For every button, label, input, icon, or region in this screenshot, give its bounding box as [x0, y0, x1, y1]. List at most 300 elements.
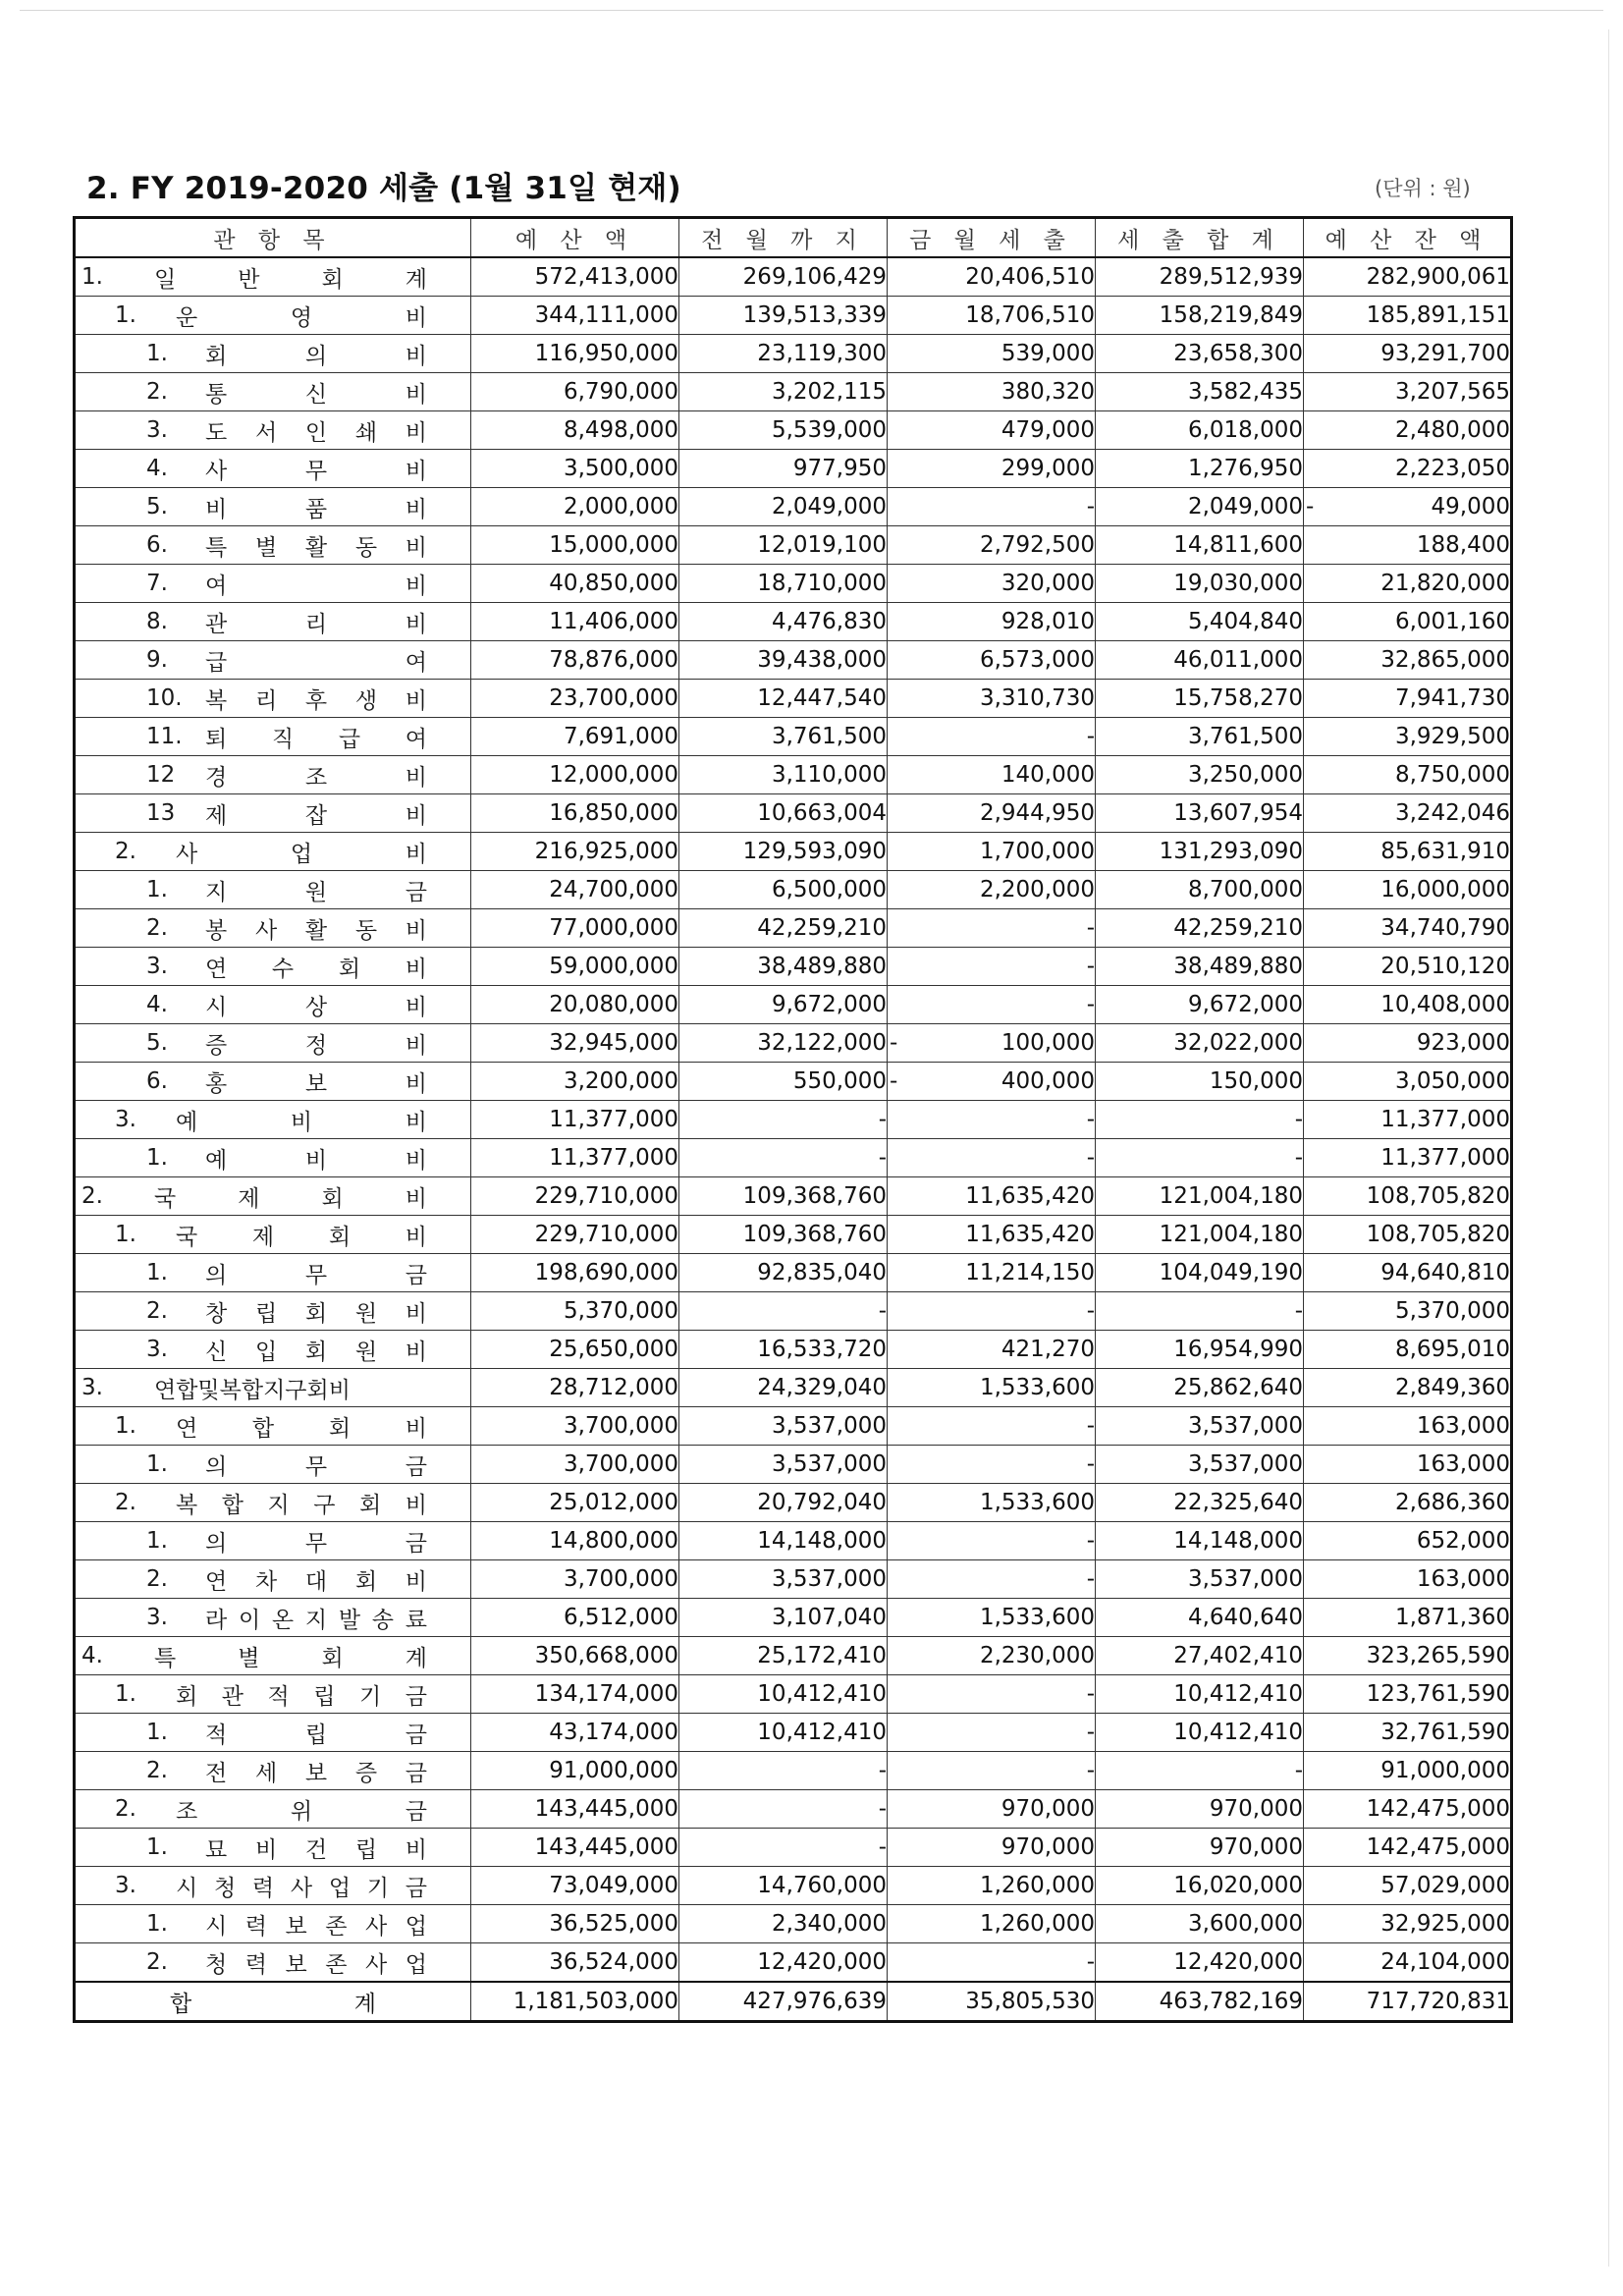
table-row [75, 1101, 1512, 1139]
label-char: 연 [176, 1415, 198, 1442]
label-char: 비 [405, 994, 427, 1020]
row-number: 8. [146, 609, 168, 634]
label-char: 비 [405, 1224, 427, 1250]
cell-value: - [1086, 992, 1095, 1017]
row-balance [1304, 1752, 1512, 1790]
row-category [75, 909, 471, 948]
cell-value: 229,710,000 [534, 1183, 678, 1209]
row-balance [1304, 1331, 1512, 1369]
cell-value: 2,000,000 [563, 494, 678, 519]
label-char: 존 [325, 1951, 348, 1978]
table-row [75, 1446, 1512, 1484]
row-balance [1304, 909, 1512, 948]
row-budget [471, 1829, 679, 1867]
label-char: 비 [205, 496, 228, 522]
label-char: 여 [405, 726, 427, 752]
row-budget [471, 411, 679, 450]
cell-value: 10,412,410 [1173, 1720, 1303, 1745]
cell-value: 344,111,000 [534, 302, 678, 328]
row-balance [1304, 1867, 1512, 1905]
label-char: 의 [205, 1530, 228, 1557]
table-row [75, 756, 1512, 794]
row-prev-month [679, 603, 888, 641]
label-char: 사 [176, 841, 198, 867]
row-prev-month [679, 1829, 888, 1867]
cell-value: 43,174,000 [549, 1720, 678, 1745]
cell-value: 185,891,151 [1366, 302, 1510, 328]
table-row [75, 1522, 1512, 1560]
header-this-month: 금 월 세 출 [888, 218, 1096, 258]
row-number: 1. [146, 341, 168, 366]
label-char: 비 [290, 1109, 313, 1135]
label-char: 봉 [205, 917, 228, 944]
cell-value: 928,010 [1001, 609, 1095, 634]
label-char: 비 [405, 1109, 427, 1135]
row-label [205, 644, 427, 677]
table-row [75, 411, 1512, 450]
cell-value: 652,000 [1416, 1528, 1510, 1554]
row-prev-month [679, 948, 888, 986]
row-category [75, 488, 471, 526]
row-category [75, 718, 471, 756]
row-budget [471, 297, 679, 335]
row-category [75, 1637, 471, 1675]
label-char: 립 [254, 1300, 278, 1327]
table-row [75, 1790, 1512, 1829]
cell-value: 1,276,950 [1187, 456, 1303, 481]
expenditure-table [73, 216, 1513, 2023]
row-total-spent [1096, 1446, 1304, 1484]
row-budget [471, 450, 679, 488]
label-char: 무 [304, 1262, 328, 1288]
label-char: 도 [205, 419, 228, 446]
table-row [75, 641, 1512, 680]
cell-value: 539,000 [1001, 341, 1095, 366]
row-budget [471, 1177, 679, 1216]
row-prev-month [679, 833, 888, 871]
label-char: 활 [304, 917, 328, 944]
cell-value: 3,200,000 [563, 1068, 678, 1094]
cell-value: 20,080,000 [549, 992, 678, 1017]
row-budget [471, 986, 679, 1024]
cell-value: 108,705,820 [1366, 1222, 1510, 1247]
cell-value: 78,876,000 [549, 647, 678, 673]
cell-value: 59,000,000 [549, 954, 678, 979]
cell-value: 350,668,000 [534, 1643, 678, 1668]
row-label [176, 300, 427, 332]
row-label [205, 1831, 427, 1864]
row-number: 2. [146, 915, 168, 941]
label-char: 비 [405, 611, 427, 637]
row-category [75, 565, 471, 603]
row-label [205, 1449, 427, 1481]
label-char: 비 [405, 573, 427, 599]
negative-sign: - [890, 1068, 898, 1094]
row-number: 2. [115, 839, 136, 864]
row-this-month [888, 1369, 1096, 1407]
row-total-spent [1096, 1522, 1304, 1560]
header-category: 관 항 목 [75, 218, 471, 258]
row-budget [471, 1675, 679, 1714]
cell-value: 134,174,000 [534, 1681, 678, 1707]
table-row [75, 565, 1512, 603]
cell-value: 970,000 [1001, 1796, 1095, 1822]
row-category [75, 871, 471, 909]
cell-value: 10,408,000 [1380, 992, 1510, 1017]
label-char: 비 [405, 687, 427, 714]
cell-value: 2,849,360 [1394, 1375, 1510, 1400]
row-balance [1304, 1254, 1512, 1292]
row-prev-month [679, 1484, 888, 1522]
cell-value: 12,420,000 [757, 1949, 887, 1975]
cell-value: 143,445,000 [534, 1834, 678, 1860]
cell-value: 3,537,000 [1187, 1566, 1303, 1592]
cell-value: 1,260,000 [979, 1911, 1095, 1937]
label-char: 원 [304, 879, 328, 905]
row-balance [1304, 641, 1512, 680]
cell-value: 42,259,210 [757, 915, 887, 941]
label-char: 회 [354, 1568, 378, 1595]
row-prev-month [679, 1024, 888, 1063]
row-total-spent [1096, 1790, 1304, 1829]
cell-value: 11,377,000 [549, 1107, 678, 1132]
row-category [75, 986, 471, 1024]
row-number: 9. [146, 647, 168, 673]
cell-value: 32,022,000 [1173, 1030, 1303, 1056]
cell-value: - [1086, 1145, 1095, 1171]
row-number: 5. [146, 494, 168, 519]
row-label [176, 1487, 427, 1519]
cell-value: 27,402,410 [1173, 1643, 1303, 1668]
row-category [75, 1254, 471, 1292]
row-balance [1304, 1101, 1512, 1139]
cell-value: 8,700,000 [1187, 877, 1303, 902]
label-char: 회 [205, 343, 228, 369]
row-balance [1304, 257, 1512, 297]
label-char: 비 [405, 496, 427, 522]
label-char: 금 [405, 1262, 427, 1288]
label-char: 금 [405, 1530, 427, 1557]
row-prev-month [679, 1905, 888, 1943]
label-char: 입 [254, 1339, 278, 1365]
cell-value: 9,672,000 [1187, 992, 1303, 1017]
cell-value: 10,412,410 [757, 1720, 887, 1745]
row-budget [471, 526, 679, 565]
cell-value: 46,011,000 [1173, 647, 1303, 673]
row-budget [471, 488, 679, 526]
row-balance [1304, 986, 1512, 1024]
row-total-spent [1096, 1484, 1304, 1522]
label-char: 신 [304, 381, 328, 408]
row-total-spent [1096, 1943, 1304, 1983]
cell-value: 3,537,000 [771, 1413, 887, 1439]
row-budget [471, 565, 679, 603]
row-number: 3. [146, 1605, 168, 1630]
row-category [75, 373, 471, 411]
label-char: 급 [205, 649, 228, 676]
label-char: 의 [205, 1453, 228, 1480]
row-total-spent [1096, 718, 1304, 756]
row-this-month [888, 1139, 1096, 1177]
cell-value: 269,106,429 [742, 264, 887, 290]
label-char: 조 [304, 764, 328, 791]
row-number: 1. [146, 1260, 168, 1285]
row-prev-month [679, 641, 888, 680]
cell-value: 91,000,000 [549, 1758, 678, 1783]
row-total-spent [1096, 450, 1304, 488]
label-char: 상 [304, 994, 328, 1020]
label-char: 경 [205, 764, 228, 791]
total-balance: 717,720,831 [1304, 1982, 1512, 2022]
label-char: 비 [405, 1300, 427, 1327]
cell-value: 289,512,939 [1159, 264, 1303, 290]
label-char: 국 [154, 1185, 177, 1212]
cell-value: 38,489,880 [1173, 954, 1303, 979]
label-char: 시 [176, 1875, 198, 1901]
label-char: 보 [285, 1951, 307, 1978]
table-row [75, 794, 1512, 833]
label-char: 이 [238, 1607, 261, 1633]
label-char: 복 [205, 687, 228, 714]
cell-value: 400,000 [1001, 1068, 1095, 1094]
label-char: 증 [205, 1032, 228, 1059]
cell-value: 2,944,950 [979, 800, 1095, 826]
table-row [75, 1331, 1512, 1369]
cell-value: 91,000,000 [1380, 1758, 1510, 1783]
row-category [75, 1139, 471, 1177]
row-budget [471, 257, 679, 297]
table-row [75, 1752, 1512, 1790]
label-char: 력 [244, 1951, 267, 1978]
row-number: 1. [146, 1451, 168, 1477]
label-char: 회 [359, 1492, 382, 1518]
label-char: 력 [251, 1875, 275, 1901]
row-label [205, 1525, 427, 1558]
row-label [154, 261, 427, 294]
row-budget [471, 794, 679, 833]
cell-value: 198,690,000 [534, 1260, 678, 1285]
cell-value: 6,573,000 [979, 647, 1095, 673]
row-budget [471, 1599, 679, 1637]
label-char: 사 [205, 458, 228, 484]
cell-value: 25,172,410 [757, 1643, 887, 1668]
cell-value: 131,293,090 [1159, 839, 1303, 864]
label-char: 비 [405, 1568, 427, 1595]
row-number: 6. [146, 532, 168, 558]
label-char: 립 [313, 1683, 336, 1710]
cell-value: 143,445,000 [534, 1796, 678, 1822]
row-balance [1304, 680, 1512, 718]
row-balance [1304, 488, 1512, 526]
total-label-char: 계 [353, 1991, 376, 2017]
label-char: 통 [205, 381, 228, 408]
row-balance [1304, 1446, 1512, 1484]
label-char: 청 [213, 1875, 237, 1901]
negative-sign: - [890, 1030, 898, 1056]
cell-value: 25,012,000 [549, 1490, 678, 1515]
row-budget [471, 718, 679, 756]
cell-value: 34,740,790 [1380, 915, 1510, 941]
row-total-spent [1096, 1369, 1304, 1407]
cell-value: 3,761,500 [771, 724, 887, 749]
row-balance [1304, 1560, 1512, 1599]
cell-value: 15,758,270 [1173, 685, 1303, 711]
row-category [75, 794, 471, 833]
cell-value: 2,480,000 [1394, 417, 1510, 443]
row-budget [471, 680, 679, 718]
label-char: 금 [405, 879, 427, 905]
label-char: 리 [254, 687, 278, 714]
label-char: 회 [321, 1645, 344, 1671]
row-balance [1304, 1522, 1512, 1560]
row-this-month [888, 756, 1096, 794]
label-char: 관 [205, 611, 228, 637]
cell-value: 2,686,360 [1394, 1490, 1510, 1515]
table-row [75, 1484, 1512, 1522]
row-number: 2. [146, 1758, 168, 1783]
row-prev-month [679, 1101, 888, 1139]
row-number: 1. [146, 1911, 168, 1937]
row-number: 1. [115, 1413, 136, 1439]
cell-value: 20,510,120 [1380, 954, 1510, 979]
cell-value: 320,000 [1001, 571, 1095, 596]
page-right-rule [1608, 29, 1609, 2267]
row-number: 10. [146, 685, 183, 711]
row-this-month [888, 641, 1096, 680]
table-row [75, 1675, 1512, 1714]
row-total-spent [1096, 1599, 1304, 1637]
label-char: 생 [354, 687, 378, 714]
cell-value: 7,691,000 [563, 724, 678, 749]
label-char: 업 [290, 841, 313, 867]
row-number: 13 [146, 800, 176, 826]
row-prev-month [679, 335, 888, 373]
label-char: 조 [176, 1798, 198, 1825]
label-char: 시 [205, 1913, 228, 1940]
row-balance [1304, 450, 1512, 488]
table-row [75, 948, 1512, 986]
row-this-month [888, 1637, 1096, 1675]
cell-value: 94,640,810 [1380, 1260, 1510, 1285]
cell-value: 39,438,000 [757, 647, 887, 673]
row-category [75, 680, 471, 718]
unit-note: (단위 : 원) [1375, 177, 1471, 200]
row-label [205, 721, 427, 753]
label-char: 특 [154, 1645, 177, 1671]
row-total-spent [1096, 794, 1304, 833]
row-this-month [888, 1101, 1096, 1139]
cell-value: 32,945,000 [549, 1030, 678, 1056]
row-this-month [888, 257, 1096, 297]
cell-value: 3,207,565 [1394, 379, 1510, 405]
row-budget [471, 1560, 679, 1599]
row-budget [471, 1369, 679, 1407]
row-label [205, 1946, 427, 1979]
row-budget [471, 1407, 679, 1446]
cell-value: 163,000 [1416, 1413, 1510, 1439]
page-top-rule [20, 10, 1603, 11]
row-label [205, 759, 427, 792]
row-label [205, 912, 427, 945]
row-prev-month [679, 1637, 888, 1675]
cell-value: 16,850,000 [549, 800, 678, 826]
cell-value: - [1086, 954, 1095, 979]
label-char: 정 [304, 1032, 328, 1059]
row-total-spent [1096, 1331, 1304, 1369]
cell-value: 24,700,000 [549, 877, 678, 902]
cell-value: 11,214,150 [965, 1260, 1095, 1285]
row-number: 1. [115, 302, 136, 328]
row-budget [471, 335, 679, 373]
row-balance [1304, 1829, 1512, 1867]
cell-value: 28,712,000 [549, 1375, 678, 1400]
row-total-spent [1096, 1292, 1304, 1331]
cell-value: - [1086, 1107, 1095, 1132]
row-label [205, 1563, 427, 1596]
row-label [205, 529, 427, 562]
row-this-month [888, 1292, 1096, 1331]
cell-value: 32,761,590 [1380, 1720, 1510, 1745]
row-this-month [888, 1063, 1096, 1101]
label-char: 기 [359, 1683, 382, 1710]
label-char: 보 [285, 1913, 307, 1940]
label-char: 사 [254, 917, 278, 944]
cell-value: - [1086, 1566, 1095, 1592]
row-prev-month [679, 565, 888, 603]
cell-value: 1,533,600 [979, 1490, 1095, 1515]
table-row [75, 373, 1512, 411]
cell-value: 142,475,000 [1366, 1796, 1510, 1822]
row-balance [1304, 794, 1512, 833]
row-prev-month [679, 1599, 888, 1637]
label-char: 보 [304, 1070, 328, 1097]
row-balance [1304, 756, 1512, 794]
cell-value: - [1086, 494, 1095, 519]
row-this-month [888, 488, 1096, 526]
cell-value: 109,368,760 [742, 1183, 887, 1209]
cell-value: - [878, 1298, 887, 1324]
row-prev-month [679, 1292, 888, 1331]
row-number: 2. [81, 1183, 103, 1209]
row-budget [471, 1790, 679, 1829]
row-label [176, 1219, 427, 1251]
row-label [176, 1793, 427, 1826]
row-this-month [888, 680, 1096, 718]
row-total-spent [1096, 335, 1304, 373]
cell-value: 123,761,590 [1366, 1681, 1510, 1707]
row-total-spent [1096, 1637, 1304, 1675]
row-label [205, 1602, 427, 1634]
row-number: 1. [115, 1222, 136, 1247]
row-category [75, 1867, 471, 1905]
row-label [205, 568, 427, 600]
row-balance [1304, 1407, 1512, 1446]
label-char: 제 [205, 802, 228, 829]
label-char: 창 [205, 1300, 228, 1327]
cell-value: 14,760,000 [757, 1873, 887, 1898]
row-this-month [888, 909, 1096, 948]
row-balance [1304, 565, 1512, 603]
row-this-month [888, 1867, 1096, 1905]
row-total-spent [1096, 603, 1304, 641]
row-this-month [888, 794, 1096, 833]
table-row [75, 257, 1512, 297]
label-char: 립 [304, 1722, 328, 1748]
row-category [75, 1560, 471, 1599]
cell-value: 3,600,000 [1187, 1911, 1303, 1937]
row-total-spent [1096, 565, 1304, 603]
table-row [75, 1637, 1512, 1675]
